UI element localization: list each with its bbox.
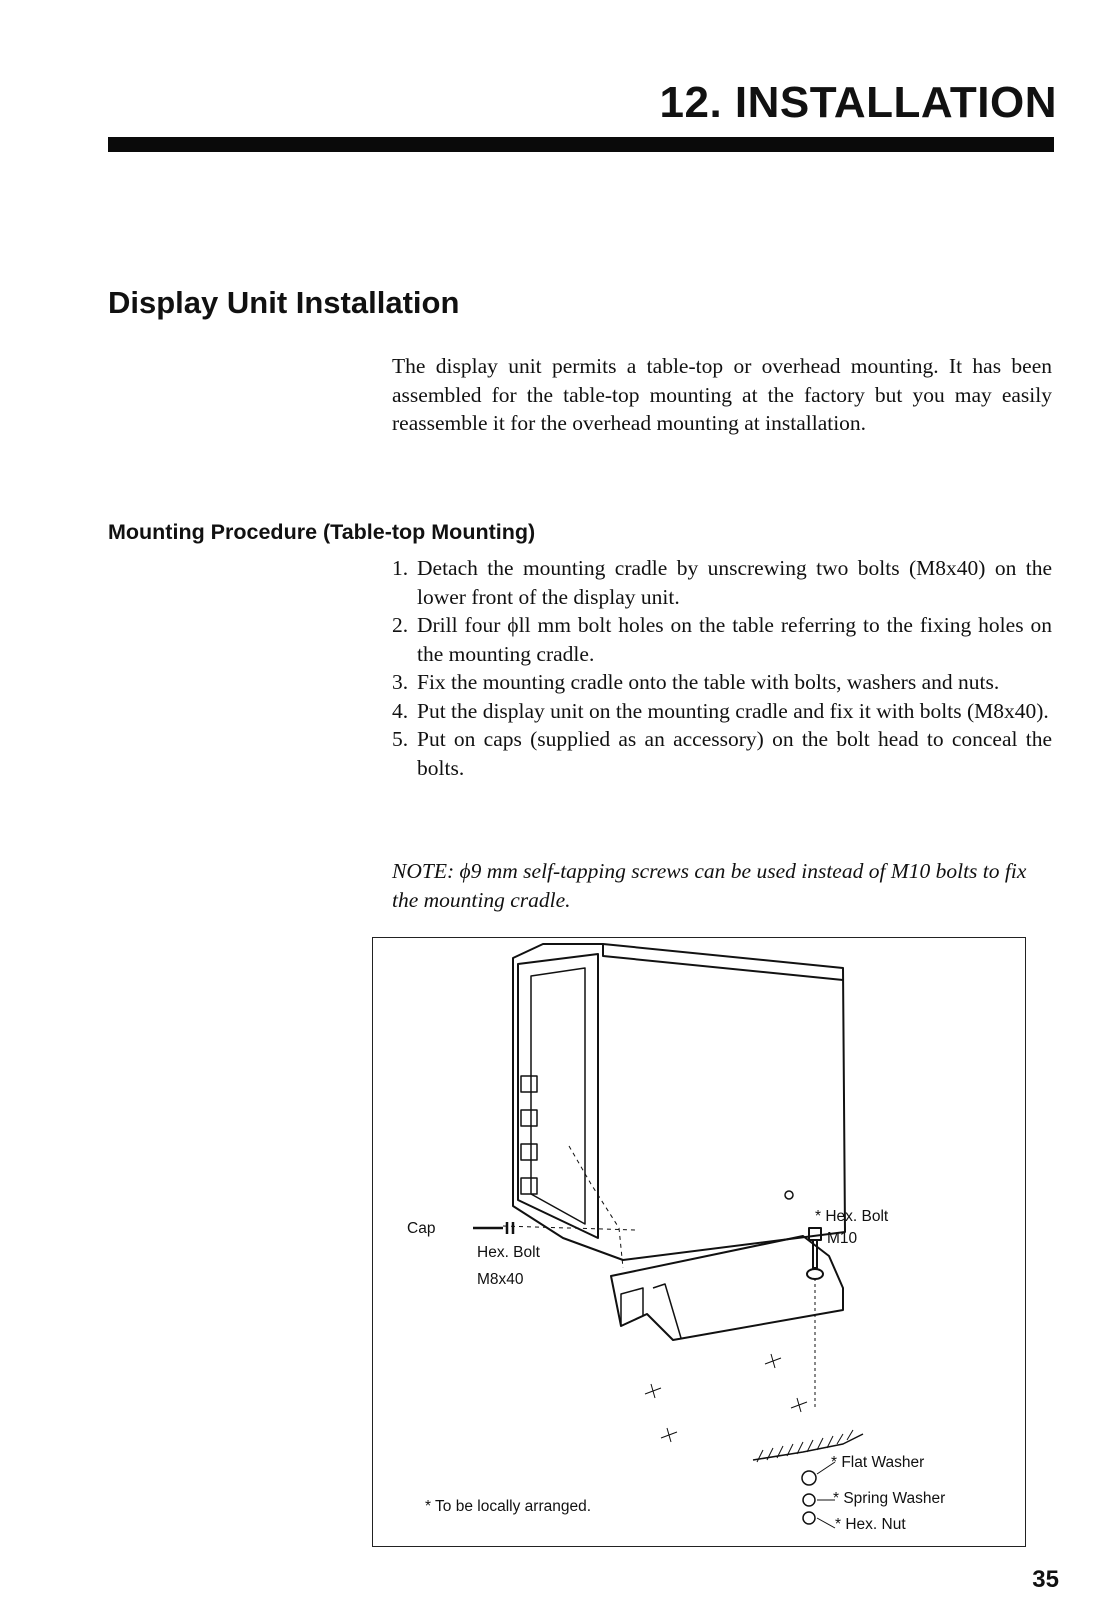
hole-mark [645,1384,661,1398]
flat-washer-small [807,1269,823,1279]
step-text: Drill four ϕll mm bolt holes on the table referring to the fixing holes on the mounting cradle. [417,613,1052,666]
intro-paragraph: The display unit permits a table-top or overhead mounting. It has been assembled for the table-top mounting at the factory but you may easily reassemble it for the overhead mounting at installation. [392,354,1052,435]
hex-nut [803,1512,815,1524]
step-text: Put on caps (supplied as an accessory) on the bolt head to conceal the bolts. [417,727,1052,780]
spring-washer-label: * Spring Washer [833,1490,946,1507]
step-number: 1. [392,556,409,580]
installation-figure [372,937,1026,1547]
display-screen [531,968,585,1224]
procedure-step [392,554,1052,611]
step-number: 5. [392,727,409,751]
front-knob [521,1076,537,1092]
cradle-bracket [653,1284,681,1338]
display-mounting-diagram [373,938,1027,1548]
step-text: Put the display unit on the mounting cradle and fix it with bolts (M8x40). [417,698,1049,723]
hex-bolt-left-label: Hex. Bolt [477,1244,540,1261]
flat-washer-label: * Flat Washer [831,1454,925,1471]
procedure-steps [392,554,1052,782]
hole-mark [765,1354,781,1368]
procedure-step [392,668,1052,697]
rear-screw [785,1191,793,1199]
step-number: 4. [392,698,409,723]
procedure-title: Mounting Procedure (Table-top Mounting) [108,520,536,544]
flat-washer [802,1471,816,1485]
hex-bolt-right-label: * Hex. Bolt [815,1208,889,1225]
cap-bolt [473,1222,513,1234]
mounting-cradle [611,1236,843,1340]
chapter-title: 12. INSTALLATION [659,78,1057,127]
step-number: 2. [392,613,409,637]
front-knob [521,1144,537,1160]
procedure-step [392,697,1052,726]
front-knob [521,1178,537,1194]
procedure-step [392,611,1052,668]
step-text: Detach the mounting cradle by unscrewing two bolts (M8x40) on the lower front of the display unit. [417,556,1052,609]
hole-mark [661,1428,677,1442]
display-bezel [518,954,598,1238]
cradle-bracket [621,1288,643,1326]
front-knob [521,1110,537,1126]
step-text: Fix the mounting cradle onto the table with bolts, washers and nuts. [417,670,1000,694]
cap-label: Cap [407,1220,436,1237]
header-rule [108,137,1054,152]
display-cabinet [513,944,845,1260]
guide-line [503,1226,635,1230]
display-top-edge [603,944,843,980]
leader-line [817,1518,835,1528]
m8x40-label: M8x40 [477,1271,524,1288]
spring-washer [803,1494,815,1506]
figure-footnote: * To be locally arranged. [425,1498,592,1515]
note-text: NOTE: ϕ9 mm self-tapping screws can be used instead of M10 bolts to fix the mounting cradle. [392,859,1027,912]
page-number: 35 [1032,1566,1059,1593]
procedure-step [392,725,1052,782]
step-number: 3. [392,670,409,694]
m10-label: M10 [827,1230,858,1247]
section-title: Display Unit Installation [108,285,460,320]
hex-nut-label: * Hex. Nut [835,1516,906,1533]
hole-mark [791,1398,807,1412]
